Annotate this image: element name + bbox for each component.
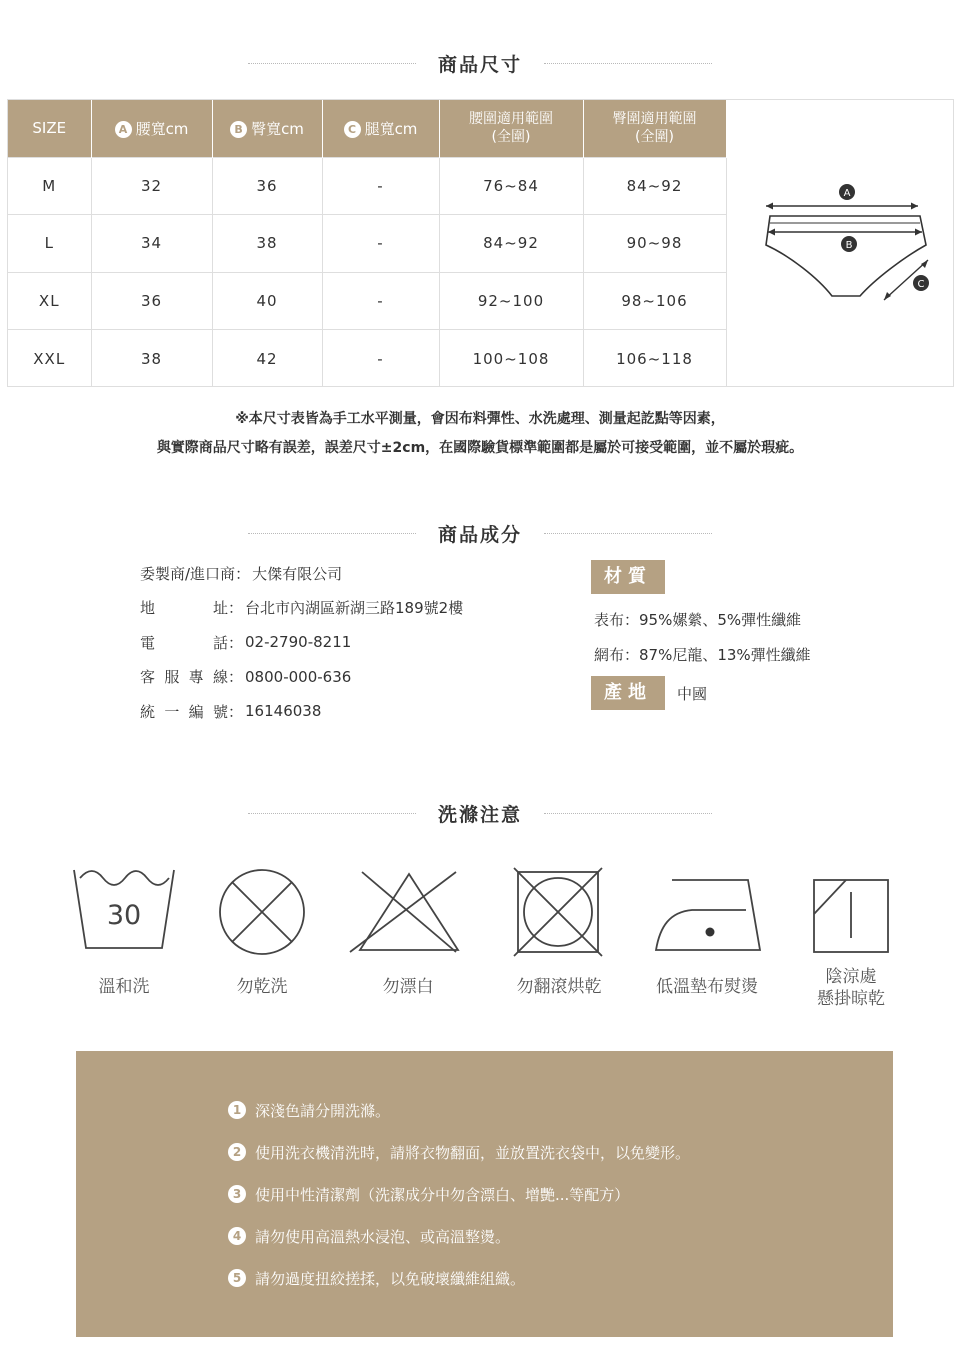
care-label-shade-dry-line1: 陰涼處 <box>825 967 877 987</box>
size-note-line1: ※本尺寸表皆為手工水平測量，會因布料彈性、水洗處理、測量起訖點等因素， <box>235 411 725 427</box>
cell-hip-range: 106~118 <box>583 330 726 388</box>
title-divider-right <box>544 813 712 814</box>
title-divider-left <box>248 813 416 814</box>
number-badge-icon: 4 <box>228 1227 246 1245</box>
info-label-address <box>140 597 228 618</box>
cell-leg: - <box>322 330 439 388</box>
badge-a-icon: A <box>115 121 132 138</box>
info-row-tax-id <box>140 694 560 729</box>
info-row-phone <box>140 625 560 660</box>
cell-hip-range: 84~92 <box>583 157 726 215</box>
table-row <box>8 215 726 273</box>
note-text: 深淺色請分開洗滌。 <box>255 1101 391 1120</box>
cell-waist: 36 <box>91 272 212 330</box>
cell-waist: 38 <box>91 330 212 388</box>
table-row <box>8 157 726 215</box>
note-text: 使用中性清潔劑（洗潔成分中勿含漂白、增艷...等配方） <box>255 1185 630 1204</box>
cell-hip: 38 <box>212 215 322 273</box>
label-char: 服 <box>164 668 180 687</box>
label-char: 話 <box>212 633 228 652</box>
info-value-importer: 大傑有限公司 <box>252 564 343 583</box>
arrow-a-left-icon <box>766 203 773 210</box>
care-notes-list <box>228 1089 690 1299</box>
info-label-service <box>140 666 228 687</box>
header-hip-range-line1: 臀圍適用範圍 <box>612 111 697 128</box>
info-label-importer: 委製商/進口商 <box>140 564 236 583</box>
care-label-shade-dry-line2: 懸掛晾乾 <box>817 989 885 1009</box>
cell-waist-range: 76~84 <box>439 157 583 215</box>
care-label-low-iron: 低溫墊布熨燙 <box>656 977 758 997</box>
header-waist-range-line2: (全圍) <box>491 129 531 146</box>
cell-size: XXL <box>8 330 91 388</box>
note-text: 請勿過度扭絞搓揉，以免破壞纖維組織。 <box>255 1269 526 1288</box>
info-value-service: 0800-000-636 <box>245 667 352 686</box>
info-colon: ： <box>235 564 251 583</box>
shade-hang-dry-icon <box>810 866 892 958</box>
header-hip-range <box>583 100 726 157</box>
info-value-tax-id: 16146038 <box>245 702 322 721</box>
no-tumble-dry-icon <box>512 866 604 958</box>
label-char: 客 <box>140 668 156 687</box>
care-title-text: 洗滌注意 <box>437 803 522 826</box>
info-colon: ： <box>228 633 244 652</box>
header-waist-range-line1: 腰圍適用範圍 <box>469 111 553 128</box>
origin-value: 中國 <box>677 685 708 703</box>
info-label-phone <box>140 632 228 653</box>
care-label-shade-dry <box>800 966 902 1010</box>
composition-section-title <box>0 518 960 548</box>
manufacturer-info <box>140 556 560 729</box>
header-hip <box>212 100 322 157</box>
cell-waist: 32 <box>91 157 212 215</box>
title-divider-left <box>248 63 416 64</box>
label-char: 編 <box>188 702 204 721</box>
arrow-c-low-icon <box>884 292 891 300</box>
material-tag: 材質 <box>591 560 665 594</box>
badge-b-icon: B <box>230 121 247 138</box>
number-badge-icon: 1 <box>228 1101 246 1119</box>
info-row-importer <box>140 556 560 591</box>
label-char: 統 <box>140 702 156 721</box>
low-iron-icon <box>652 866 764 958</box>
size-table-container <box>7 99 954 387</box>
info-colon: ： <box>228 702 244 721</box>
care-label-no-dry-clean: 勿乾洗 <box>236 977 288 997</box>
wash-temp-text: 30 <box>106 900 142 931</box>
cell-hip-range: 90~98 <box>583 215 726 273</box>
label-char: 線 <box>212 668 228 687</box>
cell-size: XL <box>8 272 91 330</box>
header-leg-label: 腿寬cm <box>364 119 418 138</box>
cell-leg: - <box>322 215 439 273</box>
arrow-a-right-icon <box>911 203 918 210</box>
material-line-mesh: 網布：87%尼龍、13%彈性纖維 <box>594 646 811 664</box>
size-title-text: 商品尺寸 <box>437 53 522 76</box>
cell-waist-range: 92~100 <box>439 272 583 330</box>
info-row-service <box>140 660 560 695</box>
cell-waist: 34 <box>91 215 212 273</box>
header-hip-range-line2: (全圍) <box>635 129 674 146</box>
size-table-header <box>8 100 726 157</box>
care-label-no-tumble-dry: 勿翻滾烘乾 <box>516 977 602 997</box>
cell-size: L <box>8 215 91 273</box>
table-row <box>8 330 726 388</box>
gentle-wash-icon <box>72 866 176 958</box>
label-char: 號 <box>212 702 228 721</box>
cell-hip-range: 98~106 <box>583 272 726 330</box>
no-dry-clean-icon <box>216 866 308 958</box>
origin-tag: 產地 <box>591 676 665 710</box>
list-item <box>228 1131 690 1173</box>
care-section-title <box>0 798 960 828</box>
info-value-phone: 02-2790-8211 <box>245 633 352 652</box>
label-char: 電 <box>140 633 156 652</box>
size-note-line2: 與實際商品尺寸略有誤差，誤差尺寸±2cm，在國際驗貨標準範圍都是屬於可接受範圍，並不屬於瑕疵。 <box>156 440 804 456</box>
label-char: 地 <box>140 599 156 618</box>
number-badge-icon: 2 <box>228 1143 246 1161</box>
list-item <box>228 1215 690 1257</box>
badge-c-icon: C <box>344 121 361 138</box>
label-b-text: B <box>845 240 853 251</box>
label-char: 址 <box>212 599 228 618</box>
cell-waist-range: 100~108 <box>439 330 583 388</box>
list-item <box>228 1257 690 1299</box>
header-waist-label: 腰寬cm <box>135 119 189 138</box>
title-divider-right <box>544 533 712 534</box>
table-row <box>8 272 726 330</box>
size-section-title <box>0 48 960 78</box>
cell-hip: 36 <box>212 157 322 215</box>
info-row-address <box>140 591 560 626</box>
cell-hip: 42 <box>212 330 322 388</box>
header-waist <box>91 100 212 157</box>
label-c-text: C <box>917 279 925 290</box>
composition-title-text: 商品成分 <box>437 523 522 546</box>
info-colon: ： <box>228 668 244 687</box>
cell-leg: - <box>322 157 439 215</box>
info-value-address: 台北市內湖區新湖三路189號2樓 <box>245 599 464 618</box>
size-table <box>8 100 727 387</box>
header-waist-range <box>439 100 583 157</box>
care-label-gentle-wash: 溫和洗 <box>98 977 150 997</box>
underwear-measure-diagram <box>756 178 936 308</box>
no-bleach-icon <box>348 866 470 958</box>
arrow-c-high-icon <box>921 260 928 268</box>
label-a-text: A <box>843 188 851 199</box>
note-text: 使用洗衣機清洗時，請將衣物翻面，並放置洗衣袋中，以免變形。 <box>255 1143 691 1162</box>
note-text: 請勿使用高溫熱水浸泡、或高溫整燙。 <box>255 1227 511 1246</box>
cell-size: M <box>8 157 91 215</box>
material-line-outer: 表布：95%嫘縈、5%彈性纖維 <box>594 611 802 629</box>
header-hip-label: 臀寬cm <box>251 119 304 138</box>
cell-leg: - <box>322 272 439 330</box>
label-char: 專 <box>188 668 204 687</box>
title-divider-right <box>544 63 712 64</box>
header-leg <box>322 100 439 157</box>
info-label-tax-id <box>140 701 228 722</box>
cell-hip: 40 <box>212 272 322 330</box>
header-size: SIZE <box>8 100 91 157</box>
title-divider-left <box>248 533 416 534</box>
number-badge-icon: 3 <box>228 1185 246 1203</box>
info-colon: ： <box>228 599 244 618</box>
list-item <box>228 1089 690 1131</box>
number-badge-icon: 5 <box>228 1269 246 1287</box>
cell-waist-range: 84~92 <box>439 215 583 273</box>
label-char: 一 <box>164 702 180 721</box>
care-label-no-bleach: 勿漂白 <box>382 977 434 997</box>
list-item <box>228 1173 690 1215</box>
